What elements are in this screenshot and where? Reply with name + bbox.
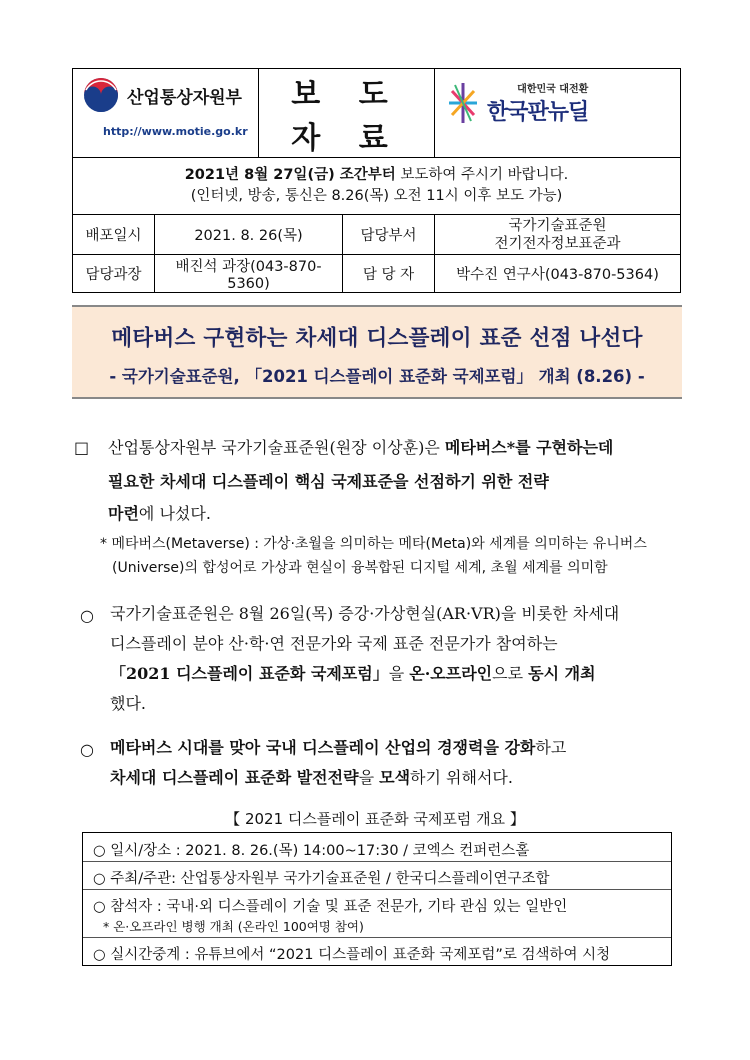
p3-text-a: 하고 xyxy=(535,738,567,757)
paragraph-2-line4: 했다. xyxy=(110,694,146,713)
lead-line2: 필요한 차세대 디스플레이 핵심 국제표준을 선점하기 위한 전략 xyxy=(108,472,549,491)
overview-attendees-note: * 온·오프라인 병행 개최 (온라인 100여명 참여) xyxy=(103,919,364,934)
headline: 메타버스 구현하는 차세대 디스플레이 표준 선점 나선다 xyxy=(111,326,643,351)
overview-attendees: ○ 참석자 : 국내·외 디스플레이 기술 및 표준 전문가, 기타 관심 있는 일반인 xyxy=(93,899,568,915)
dept-agency: 국가기술표준원 xyxy=(508,217,607,234)
paragraph-2-line1: 국가기술표준원은 8월 26일(목) 증강·가상현실(AR·VR)을 비롯한 차세대 xyxy=(110,604,620,623)
circle-bullet: ○ xyxy=(80,606,94,625)
lead-line3-a: 마련 xyxy=(108,504,139,523)
p2-simultaneous: 동시 개최 xyxy=(528,664,596,683)
square-bullet: □ xyxy=(74,438,90,457)
footnote-line1: * 메타버스(Metaverse) : 가상·초월을 의미하는 메타(Meta)와 세계를 의미하는 유니버스 xyxy=(100,536,647,552)
p3-bold-b: 차세대 디스플레이 표준화 발전전략 xyxy=(110,768,359,787)
newdeal-logo-cell xyxy=(435,69,681,158)
dept-value xyxy=(435,215,681,255)
overview-datetime: ○ 일시/장소 : 2021. 8. 26.(목) 14:00~17:30 / 코엑스 컨퍼런스홀 xyxy=(93,843,530,859)
embargo-date: 2021년 8월 27일(금) 조간부터 xyxy=(184,167,396,183)
paragraph-3-line1 xyxy=(110,732,682,764)
manager-label: 담당과장 xyxy=(73,255,155,293)
circle-bullet-2: ○ xyxy=(80,740,94,759)
manager-value: 배진석 과장(043-870-5360) xyxy=(155,255,343,293)
press-header-table xyxy=(72,68,681,293)
paragraph-3-line2 xyxy=(110,762,682,794)
release-date-value: 2021. 8. 26(목) xyxy=(155,215,343,255)
staff-label: 담 당 자 xyxy=(343,255,435,293)
lead-line3-b: 에 나섰다. xyxy=(138,504,211,523)
p2-text-b: 으로 xyxy=(492,664,529,683)
embargo-online-notice: (인터넷, 방송, 통신은 8.26(목) 오전 11시 이후 보도 가능) xyxy=(190,188,563,204)
newdeal-slogan: 대한민국 대전환 xyxy=(517,84,589,95)
ministry-url[interactable]: http://www.motie.go.kr xyxy=(103,125,248,138)
p2-online-offline: 온·오프라인 xyxy=(409,664,493,683)
release-date-label: 배포일시 xyxy=(73,215,155,255)
embargo-notice xyxy=(73,158,681,215)
dept-label: 담당부서 xyxy=(343,215,435,255)
p3-text-c: 하기 위해서다. xyxy=(410,768,513,787)
p2-text-a: 을 xyxy=(388,664,410,683)
metaverse-footnote xyxy=(100,532,682,580)
ministry-name: 산업통상자원부 xyxy=(127,87,242,108)
newdeal-name: 한국판뉴딜 xyxy=(487,100,589,125)
lead-line3 xyxy=(108,498,682,530)
paragraph-2-line2: 디스플레이 분야 산·학·연 전문가와 국제 표준 전문가가 참여하는 xyxy=(110,634,558,653)
ministry-logo-cell xyxy=(73,69,259,158)
lead-paragraph xyxy=(108,432,682,464)
headline-box xyxy=(72,305,682,399)
embargo-text: 보도하여 주시기 바랍니다. xyxy=(395,167,569,183)
lead-line1-b: 메타버스*를 구현하는데 xyxy=(444,438,614,457)
p3-text-b: 을 xyxy=(358,768,380,787)
p3-bold-a: 메타버스 시대를 맞아 국내 디스플레이 산업의 경쟁력을 강화 xyxy=(110,738,536,757)
subheadline: - 국가기술표준원, 「2021 디스플레이 표준화 국제포럼」 개최 (8.26) - xyxy=(109,367,645,386)
lead-line1-a: 산업통상자원부 국가기술표준원(원장 이상훈)은 xyxy=(108,438,445,457)
press-release-title: 보 도 자 료 xyxy=(259,69,435,158)
p3-bold-c: 모색 xyxy=(379,768,411,787)
overview-title: 【 2021 디스플레이 표준화 국제포럼 개요 】 xyxy=(225,810,525,828)
overview-box xyxy=(82,832,672,966)
footnote-line2: (Universe)의 합성어로 가상과 현실이 융복합된 디지털 세계, 초월 세계를 의미함 xyxy=(112,560,608,576)
staff-value: 박수진 연구사(043-870-5364) xyxy=(435,255,681,293)
dept-division: 전기전자정보표준과 xyxy=(494,235,621,252)
newdeal-logo-icon xyxy=(445,79,481,127)
forum-name: 「2021 디스플레이 표준화 국제포럼」 xyxy=(110,664,389,683)
taegeuk-emblem-icon xyxy=(83,77,119,113)
paragraph-2-line3 xyxy=(110,658,682,690)
overview-host: ○ 주최/주관: 산업통상자원부 국가기술표준원 / 한국디스플레이연구조합 xyxy=(93,871,550,887)
overview-livestream: ○ 실시간중계 : 유튜브에서 “2021 디스플레이 표준화 국제포럼”로 검색하여 시청 xyxy=(93,947,611,963)
